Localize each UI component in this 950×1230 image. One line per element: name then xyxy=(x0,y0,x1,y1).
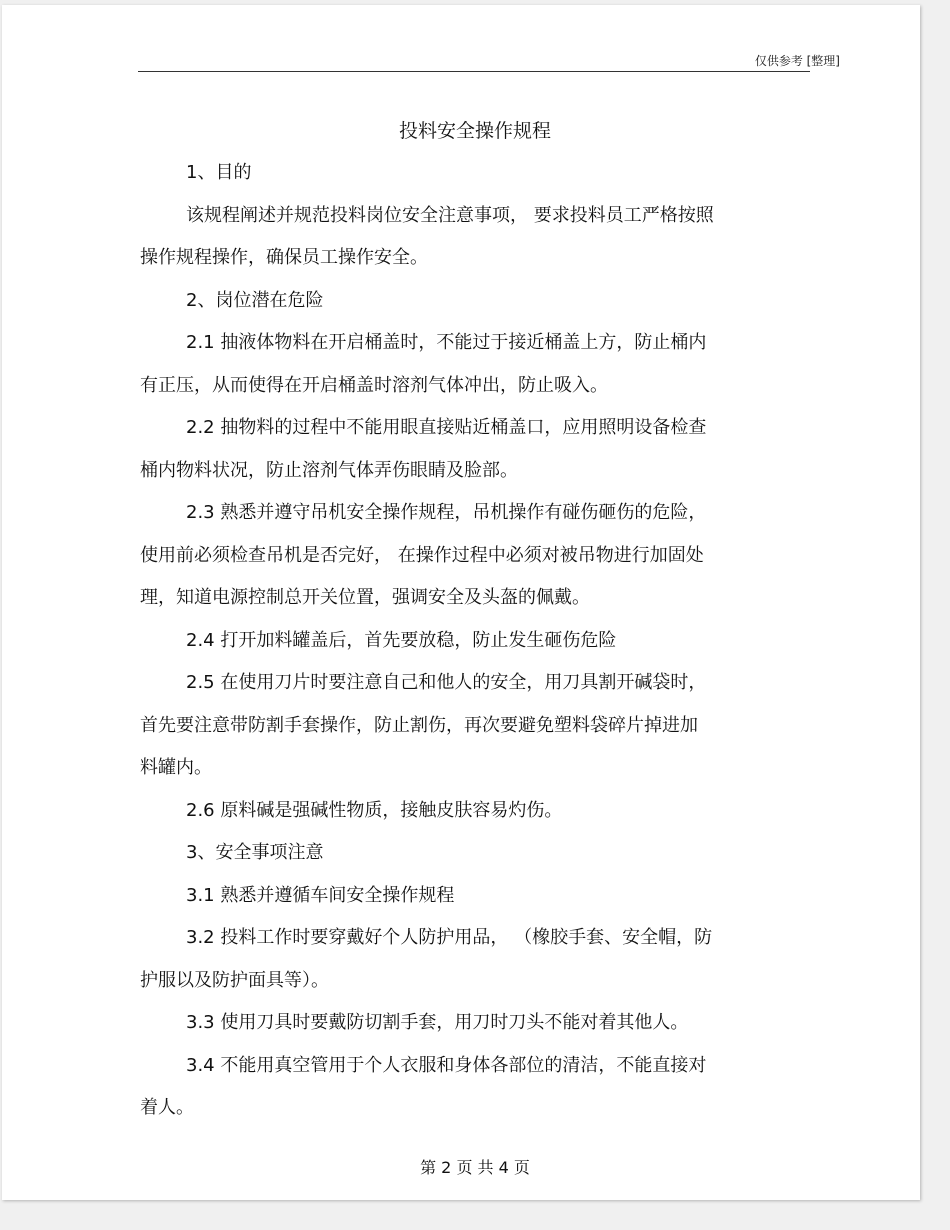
text-line: 操作规程操作，确保员工操作安全。 xyxy=(140,247,428,268)
text-line: 该规程阐述并规范投料岗位安全注意事项， 要求投料员工严格按照 xyxy=(186,204,714,226)
text-line: 1、目的 xyxy=(186,162,252,183)
header-divider xyxy=(138,71,810,72)
text-line: 有正压，从而使得在开启桶盖时溶剂气体冲出，防止吸入。 xyxy=(140,374,608,396)
text-line: 3.3 使用刀具时要戴防切割手套，用刀时刀头不能对着其他人。 xyxy=(186,1012,689,1033)
document-body xyxy=(140,152,810,1130)
text-line: 2.5 在使用刀片时要注意自己和他人的安全，用刀具割开碱袋时， xyxy=(186,672,707,693)
text-line: 2.1 抽液体物料在开启桶盖时，不能过于接近桶盖上方，防止桶内 xyxy=(186,332,707,353)
text-line: 3、安全事项注意 xyxy=(186,842,324,863)
text-line: 料罐内。 xyxy=(140,757,212,778)
text-line: 2.4 打开加料罐盖后，首先要放稳，防止发生砸伤危险 xyxy=(186,629,617,651)
text-line: 3.2 投料工作时要穿戴好个人防护用品， （橡胶手套、安全帽，防 xyxy=(186,927,713,948)
text-line: 护服以及防护面具等）。 xyxy=(140,969,329,991)
document-title: 投料安全操作规程 xyxy=(398,120,551,142)
text-line: 首先要注意带防割手套操作，防止割伤，再次要避免塑料袋碎片掉进加 xyxy=(140,714,698,736)
text-line: 2.3 熟悉并遵守吊机安全操作规程，吊机操作有碰伤砸伤的危险， xyxy=(186,502,707,523)
header-note: 仅供参考 [整理] xyxy=(754,54,840,68)
text-line: 2、岗位潜在危险 xyxy=(186,289,324,311)
text-line: 2.2 抽物料的过程中不能用眼直接贴近桶盖口，应用照明设备检查 xyxy=(186,417,707,438)
text-line: 使用前必须检查吊机是否完好， 在操作过程中必须对被吊物进行加固处 xyxy=(140,544,704,566)
page-number-footer: 第 2 页 共 4 页 xyxy=(420,1158,530,1177)
text-line: 理，知道电源控制总开关位置，强调安全及头盔的佩戴。 xyxy=(140,587,590,608)
text-line: 着人。 xyxy=(140,1097,194,1118)
text-line: 2.6 原料碱是强碱性物质，接触皮肤容易灼伤。 xyxy=(186,799,563,821)
text-line: 3.1 熟悉并遵循车间安全操作规程 xyxy=(186,884,455,906)
text-line: 桶内物料状况，防止溶剂气体弄伤眼睛及脸部。 xyxy=(140,459,518,481)
text-line: 3.4 不能用真空管用于个人衣服和身体各部位的清洁，不能直接对 xyxy=(186,1054,707,1076)
